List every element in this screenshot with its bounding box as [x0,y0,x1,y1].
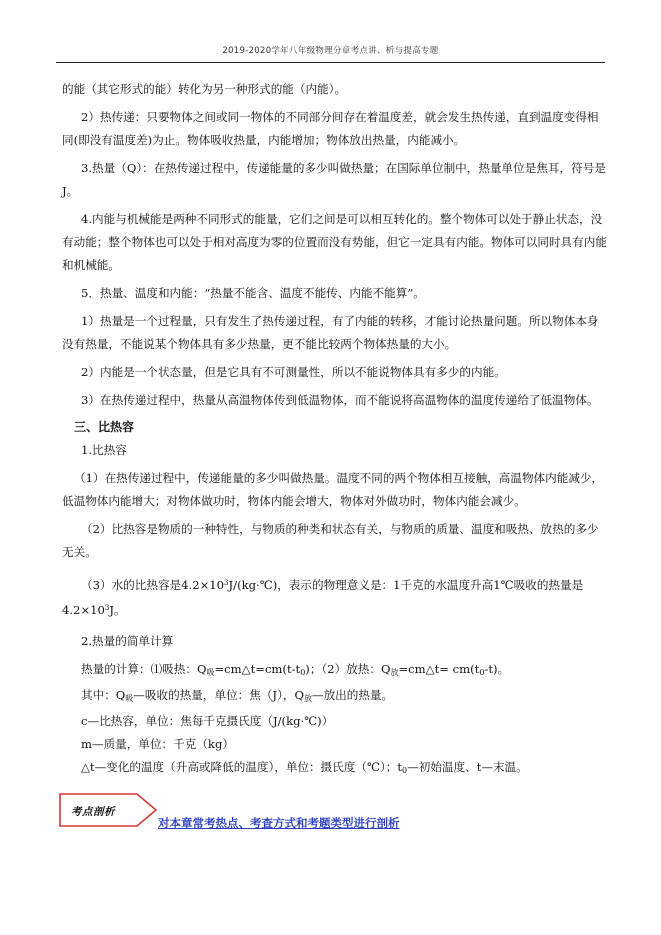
exam-analysis-label: 考点剖析 [71,806,115,818]
dt-text: —初始温度、t—末温。 [407,760,528,774]
formula-sub: 吸 [206,668,215,677]
where-sub: 吸 [125,694,134,703]
formula-text: )；（2）放热：Q [305,662,391,676]
paragraph-internal-state-quantity: 2）内能是一个状态量，但是它具有不可测量性，所以不能说物体具有多少的内能。 [81,365,506,379]
paragraph-heat-transfer: 2）热传递：只要物体之间或同一物体的不同部分间存在着温度差，就会发生热传递，直到温度变得相同(即没有温度差)为止。物体吸收热量，内能增加；物体放出热量，内能减小。 [62,110,599,147]
exam-analysis-link[interactable]: 对本章常考热点、考查方式和考题类型进行剖析 [158,816,400,830]
formula-dt-definition [62,756,609,782]
page-header [56,44,605,63]
formula-sub: 0 [300,668,306,677]
formula-sub: 放 [390,668,399,677]
water-sup-2: 3 [104,604,110,612]
where-text: —吸收的热量，单位：焦（J），Q [133,688,304,702]
formula-text: -t)。 [484,662,510,676]
formula-text: 热量的计算：⑴吸热：Q [81,662,207,676]
paragraph-internal-mechanical: 4.内能与机械能是两种不同形式的能量，它们之间是可以相互转化的。整个物体可以处于静止状态，没有动能；整个物体也可以处于相对高度为零的位置而没有势能，但它一定具有内能。物体可以同时具有内能和机械能。 [62,212,607,272]
header-title: 2019-2020学年八年级物理分章考点讲、析与提高专题 [222,46,439,56]
subheading-heat-calculation: 2.热量的简单计算 [81,634,174,648]
formula-heat-calc [62,658,609,684]
paragraph-heat-definition: 3.热量（Q）：在热传递过程中，传递能量的多少叫做热量；在国际单位制中，热量单位是焦耳，符号是J。 [62,161,606,198]
paragraph-specific-heat-2: （2）比热容是物质的一种特性，与物质的种类和状态有关，与物质的质量、温度和吸热、放热的多少无关。 [62,522,599,559]
water-text-b: J/(kg·℃)，表示的物理意义是：1千克的水温度升高1℃吸收的热量是4.2×10 [62,578,584,617]
subheading-specific-heat: 1.比热容 [81,443,127,457]
formula-m-definition: m—质量，单位：千克（kg） [81,737,234,751]
formula-text: =cm△t= cm(t [398,662,480,676]
dt-sub: 0 [402,766,408,775]
paragraph-heat-temp-energy: 5．热量、温度和内能：“热量不能含、温度不能传、内能不能算”。 [81,286,425,300]
formula-c-definition: c—比热容，单位：焦每千克摄氏度（J/(kg·℃)） [81,714,334,728]
formula-where [62,684,609,710]
formula-sub: 0 [479,668,485,677]
where-text: —放出的热量。 [311,688,394,702]
paragraph-energy-conversion: 的能（其它形式的能）转化为另一种形式的能（内能）。 [62,82,347,96]
section-heading-specific-heat: 三、比热容 [74,420,135,434]
water-text-a: （3）水的比热容是4.2×10 [81,578,225,592]
where-sub: 放 [303,694,312,703]
paragraph-heat-flow: 3）在热传递过程中，热量从高温物体传到低温物体，而不能说将高温物体的温度传递给了低温物体。 [81,393,599,407]
document-body [62,78,609,782]
paragraph-water-specific-heat [62,572,609,622]
water-text-c: J。 [109,603,126,617]
paragraph-specific-heat-1: （1）在热传递过程中，传递能量的多少叫做热量。温度不同的两个物体相互接触，高温物体内能减少，低温物体内能增大；对物体做功时，物体内能会增大，物体对外做功时，物体内能会减少。 [62,471,604,508]
dt-text: △t—变化的温度（升高或降低的温度），单位：摄氏度（℃）；t [81,760,403,774]
paragraph-heat-process-quantity: 1）热量是一个过程量，只有发生了热传递过程，有了内能的转移，才能讨论热量问题。所以物体本身没有热量，不能说某个物体具有多少热量，更不能比较两个物体热量的大小。 [62,314,599,351]
where-text: 其中：Q [81,688,126,702]
water-sup-1: 3 [224,579,229,587]
formula-text: =cm△t=cm(t-t [214,662,301,676]
exam-analysis-tag [59,793,159,827]
